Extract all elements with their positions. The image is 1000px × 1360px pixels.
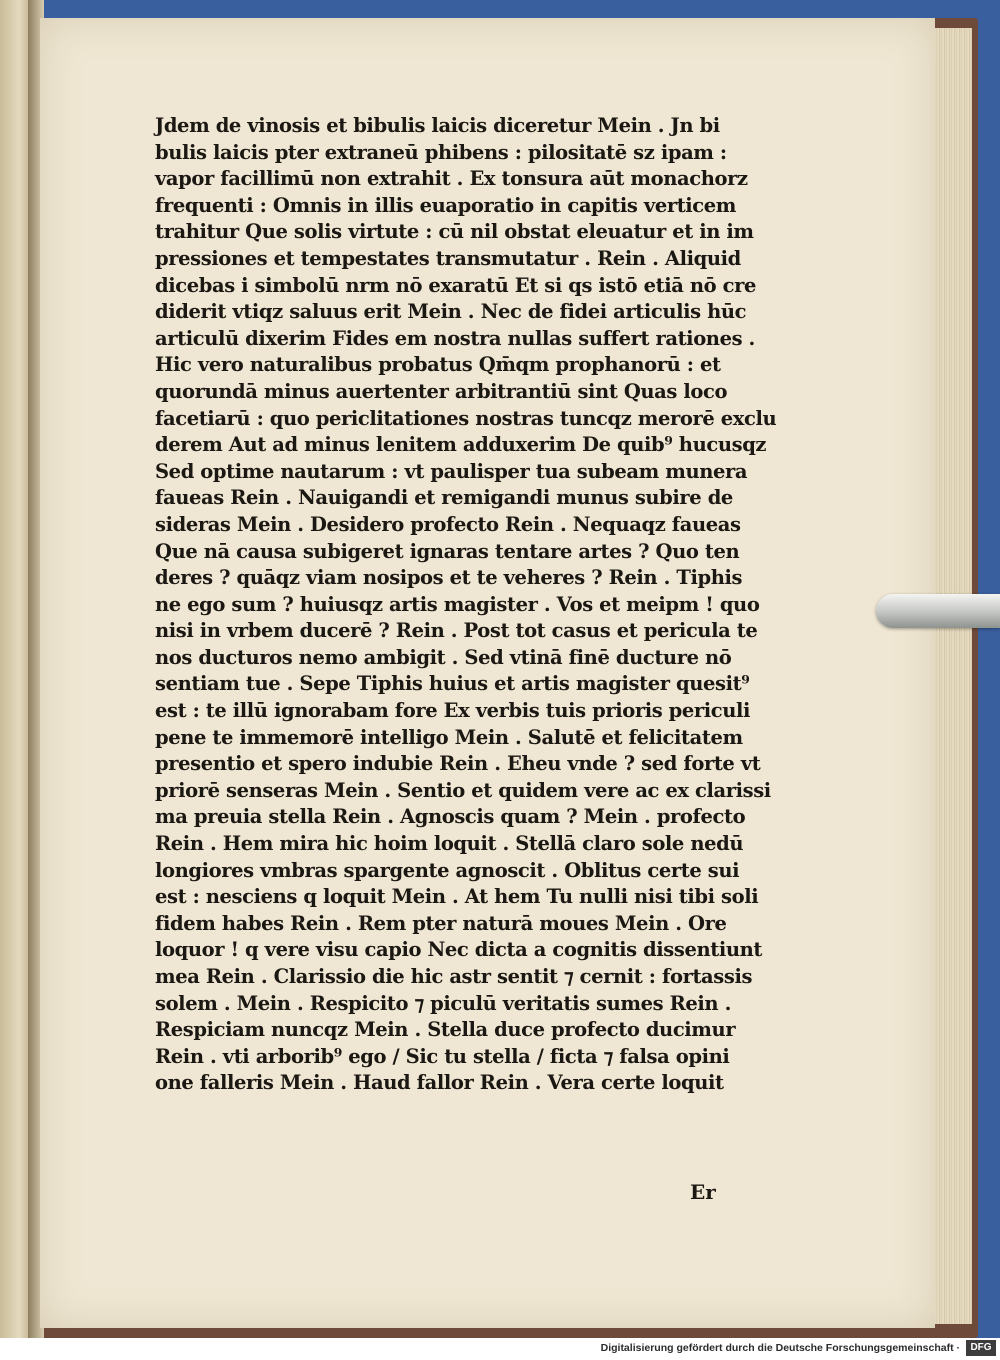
text-line: priorē senseras Mein . Sentio et quidem vere ac ex clarissi — [155, 778, 771, 802]
text-line: pene te immemorē intelligo Mein . Salutē et felicitatem — [155, 725, 743, 749]
dfg-logo: DFG — [966, 1340, 996, 1356]
text-line: ma preuia stella Rein . Agnoscis quam ? Mein . profecto — [155, 805, 746, 829]
page-edges — [930, 28, 972, 1324]
text-line: vapor facillimū non extrahit . Ex tonsura aūt monachorz — [155, 167, 748, 191]
text-line: ne ego sum ? huiusqz artis magister . Vos et meipm ! quo — [155, 592, 760, 616]
text-line: articulū dixerim Fides em nostra nullas suffert rationes . — [155, 326, 755, 350]
text-line: diderit vtiqz saluus erit Mein . Nec de fidei articulis hūc — [155, 300, 747, 324]
text-line: mea Rein . Clarissio die hic astr sentit ⁊ cernit : fortassis — [155, 965, 753, 988]
text-line: bulis laicis pter extraneū phibens : pilositatē sz ipam : — [155, 140, 727, 164]
text-line: fidem habes Rein . Rem pter naturā moues Mein . Ore — [155, 911, 727, 935]
text-line: nos ducturos nemo ambigit . Sed vtinā finē ducture nō — [155, 645, 732, 669]
text-line: est : te illū ignorabam fore Ex verbis tuis prioris periculi — [155, 699, 751, 723]
text-line: one falleris Mein . Haud fallor Rein . Vera certe loquit — [155, 1071, 724, 1095]
text-line: trahitur Que solis virtute : cū nil obstat eleuatur et in im — [155, 220, 754, 244]
text-line: frequenti : Omnis in illis euaporatio in capitis verticem — [155, 193, 737, 217]
text-line: derem Aut ad minus lenitem adduxerim De quib⁹ hucusqz — [155, 433, 767, 457]
text-block — [155, 113, 845, 1097]
text-line: Rein . Hem mira hic hoim loquit . Stellā claro sole nedū — [155, 832, 744, 856]
text-line: Que nā causa subigeret ignaras tentare artes ? Quo ten — [155, 539, 740, 563]
text-line: nisi in vrbem ducerē ? Rein . Post tot casus et pericula te — [155, 619, 758, 643]
text-line: Rein . vti arborib⁹ ego / Sic tu stella / ficta ⁊ falsa opini — [155, 1044, 730, 1068]
page-marker-clip — [876, 594, 1000, 628]
text-line: pressiones et tempestates transmutatur . Rein . Aliquid — [155, 246, 741, 270]
text-line: Respiciam nuncqz Mein . Stella duce profecto ducimur — [155, 1018, 736, 1042]
footer-bar — [0, 1338, 1000, 1360]
text-line: Sed optime nautarum : vt paulisper tua subeam munera — [155, 459, 748, 483]
text-line: est : nesciens q loquit Mein . At hem Tu nulli nisi tibi soli — [155, 885, 759, 909]
text-line: Jdem de vinosis et bibulis laicis diceretur Mein . Jn bi — [155, 114, 720, 137]
text-line: deres ? quāqz viam nosipos et te veheres ? Rein . Tiphis — [155, 566, 743, 590]
text-line: longiores vmbras spargente agnoscit . Oblitus certe sui — [155, 858, 740, 882]
text-line: dicebas i simbolū nrm nō exaratū Et si qs istō etiā nō cre — [155, 273, 756, 297]
text-line: loquor ! q vere visu capio Nec dicta a cognitis dissentiunt — [155, 938, 763, 962]
text-line: facetiarū : quo periclitationes nostras tuncqz merorē exclu — [155, 406, 777, 430]
text-line: solem . Mein . Respicito ⁊ piculū veritatis sumes Rein . — [155, 991, 731, 1015]
text-line: sentiam tue . Sepe Tiphis huius et artis magister quesit⁹ — [155, 672, 750, 696]
text-line: quorundā minus auertenter arbitrantiū sint Quas loco — [155, 379, 728, 403]
text-line: Hic vero naturalibus probatus Qm̄qm prophanorū : et — [155, 353, 721, 377]
footer-credit: Digitalisierung gefördert durch die Deutsche Forschungsgemeinschaft · — [600, 1342, 960, 1354]
text-line: presentio et spero indubie Rein . Eheu vnde ? sed forte vt — [155, 752, 761, 776]
book-page — [40, 18, 935, 1328]
text-line: faueas Rein . Nauigandi et remigandi munus subire de — [155, 486, 733, 510]
catchword: Er — [690, 1180, 716, 1204]
text-line: sideras Mein . Desidero profecto Rein . Nequaqz faueas — [155, 512, 741, 536]
